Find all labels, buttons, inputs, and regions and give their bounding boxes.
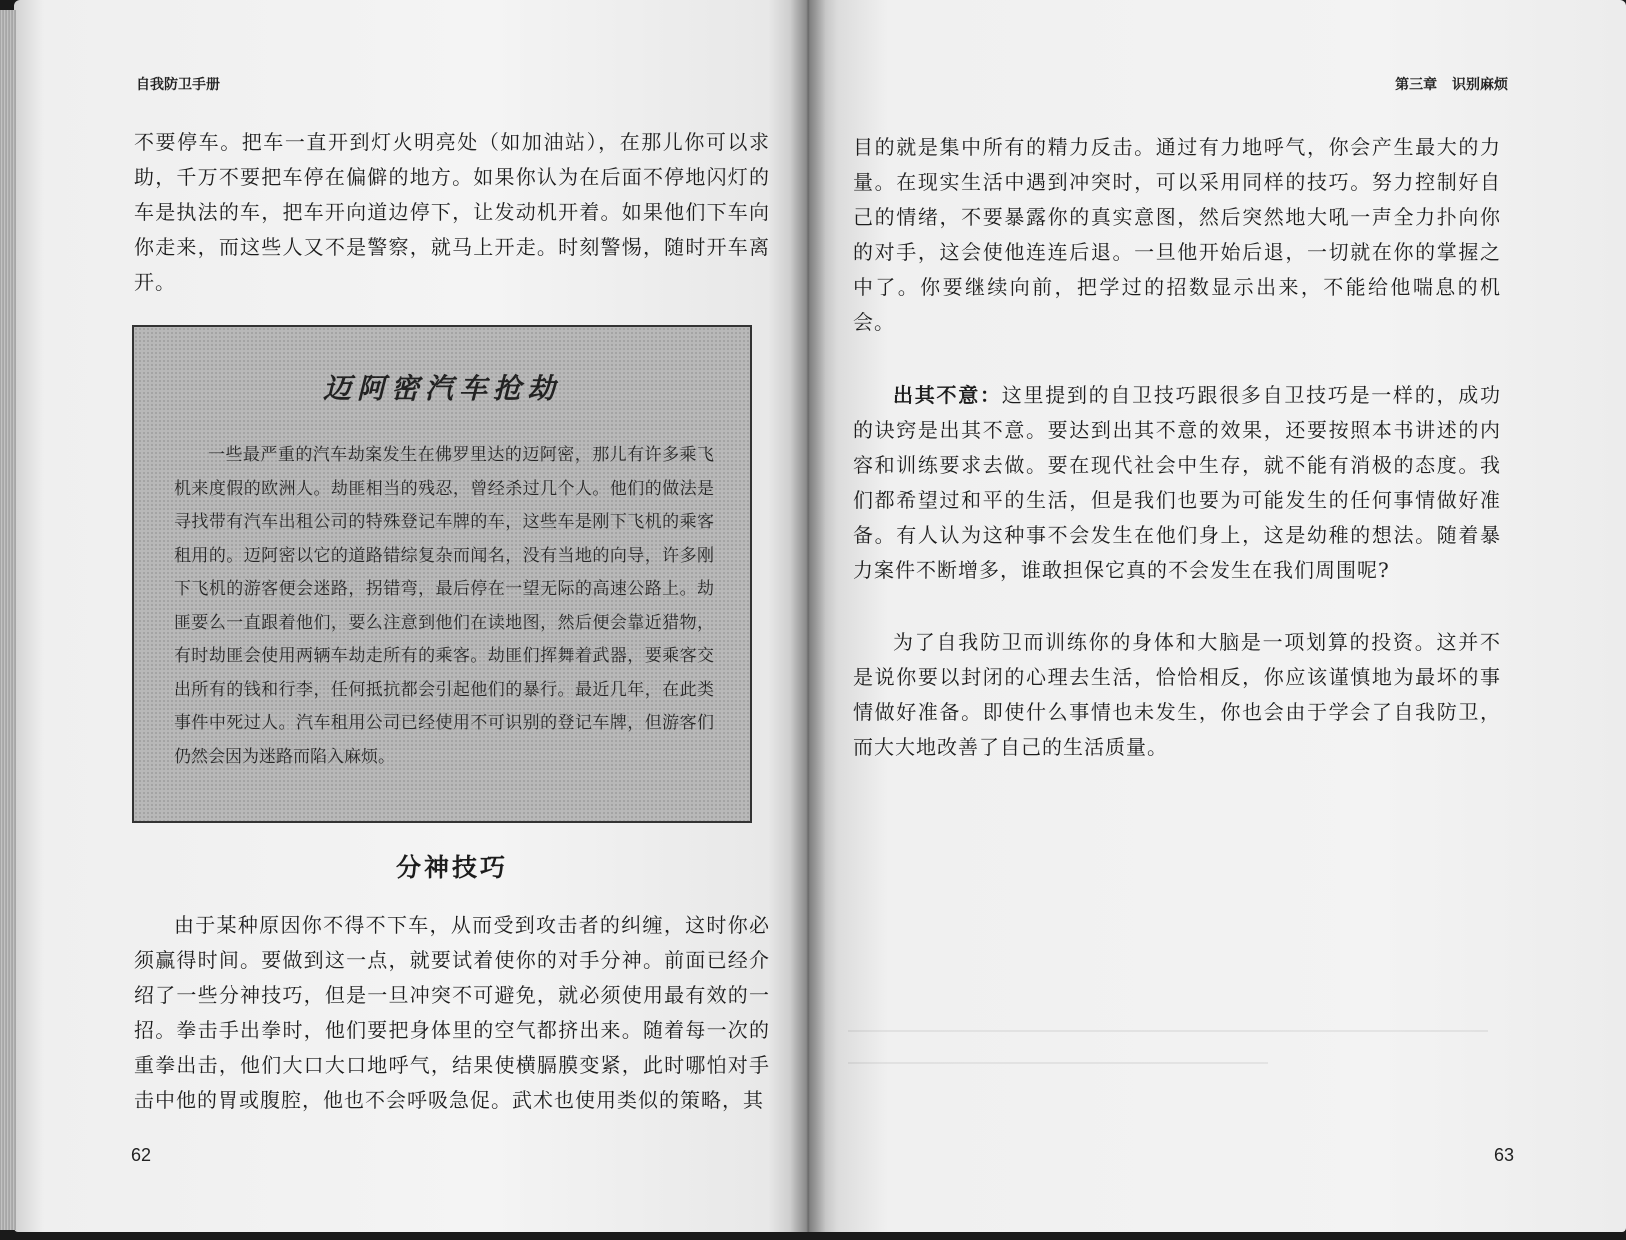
page-number: 63 xyxy=(1493,1145,1514,1165)
body-paragraph xyxy=(134,908,770,1118)
body-paragraph xyxy=(853,625,1501,765)
body-paragraph xyxy=(134,125,770,300)
bleed-through xyxy=(848,1030,1488,1032)
paragraph-text xyxy=(853,378,1501,588)
running-head: 自我防卫手册 xyxy=(136,77,220,93)
sidebar-body xyxy=(174,439,714,774)
paragraph-lead: 出其不意： xyxy=(893,383,1002,407)
body-paragraph xyxy=(853,130,1501,340)
sidebar-title: 迈阿密汽车抢劫 xyxy=(322,372,561,405)
paragraph-text: 不要停车。把车一直开到灯火明亮处（如加油站），在那儿你可以求助，千万不要把车停在偏僻的地方。如果你认为在后面不停地闪灯的车是执法的车，把车开向道边停下，让发动机开着。如果他们下车向你走来，而这些人又不是警察，就马上开走。时刻警惕，随时开车离开。 xyxy=(134,130,770,294)
sidebar-text: 一些最严重的汽车劫案发生在佛罗里达的迈阿密，那儿有许多乘飞机来度假的欧洲人。劫匪相当的残忍，曾经杀过几个人。他们的做法是寻找带有汽车出租公司的特殊登记车牌的车，这些车是刚下飞机的乘客租用的。迈阿密以它的道路错综复杂而闻名，没有当地的向导，许多刚下飞机的游客便会迷路，拐错弯，最后停在一望无际的高速公路上。劫匪要么一直跟着他们，要么注意到他们在读地图，然后便会靠近猎物，有时劫匪会使用两辆车劫走所有的乘客。劫匪们挥舞着武器，要乘客交出所有的钱和行李，任何抵抗都会引起他们的暴行。最近几年，在此类事件中死过人。汽车租用公司已经使用不可识别的登记车牌，但游客们仍然会因为迷路而陷入麻烦。 xyxy=(174,445,714,767)
sidebar-box xyxy=(132,325,752,823)
bleed-through xyxy=(848,1062,1268,1064)
section-heading: 分神技巧 xyxy=(395,853,508,882)
left-page xyxy=(14,0,808,1232)
running-head: 第三章 识别麻烦 xyxy=(1395,77,1508,93)
page-number: 62 xyxy=(131,1145,152,1165)
right-page xyxy=(808,0,1626,1232)
page-edges xyxy=(0,10,16,1230)
paragraph-text: 为了自我防卫而训练你的身体和大脑是一项划算的投资。这并不是说你要以封闭的心理去生活，恰恰相反，你应该谨慎地为最坏的事情做好准备。即使什么事情也未发生，你也会由于学会了自我防卫，而大大地改善了自己的生活质量。 xyxy=(853,630,1501,759)
paragraph-text: 由于某种原因你不得不下车，从而受到攻击者的纠缠，这时你必须赢得时间。要做到这一点，就要试着使你的对手分神。前面已经介绍了一些分神技巧，但是一旦冲突不可避免，就必须使用最有效的一招。拳击手出拳时，他们要把身体里的空气都挤出来。随着每一次的重拳出击，他们大口大口地呼气，结果使横膈膜变紧，此时哪怕对手击中他的胃或腹腔，他也不会呼吸急促。武术也使用类似的策略，其 xyxy=(134,913,770,1112)
paragraph-text: 目的就是集中所有的精力反击。通过有力地呼气，你会产生最大的力量。在现实生活中遇到冲突时，可以采用同样的技巧。努力控制好自己的情绪，不要暴露你的真实意图，然后突然地大吼一声全力扑向你的对手，这会使他连连后退。一旦他开始后退，一切就在你的掌握之中了。你要继续向前，把学过的招数显示出来，不能给他喘息的机会。 xyxy=(853,135,1501,334)
book-gutter xyxy=(790,0,826,1232)
body-paragraph xyxy=(853,378,1501,588)
paragraph-body: 这里提到的自卫技巧跟很多自卫技巧是一样的，成功的诀窍是出其不意。要达到出其不意的效果，还要按照本书讲述的内容和训练要求去做。要在现代社会中生存，就不能有消极的态度。我们都希望过和平的生活，但是我们也要为可能发生的任何事情做好准备。有人认为这种事不会发生在他们身上，这是幼稚的想法。随着暴力案件不断增多，谁敢担保它真的不会发生在我们周围呢? xyxy=(853,383,1502,582)
